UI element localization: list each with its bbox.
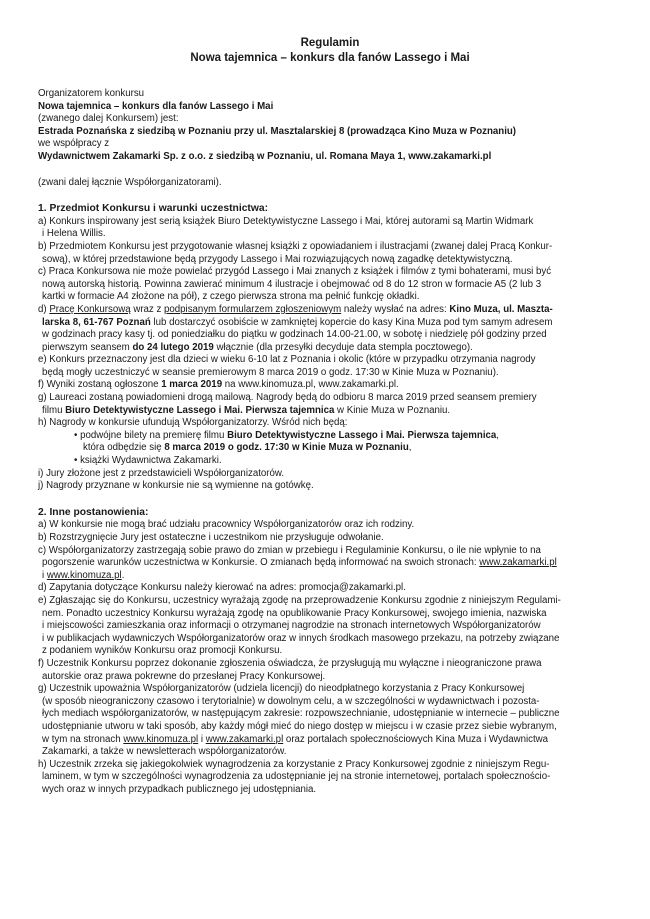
paragraph-line: c) Praca Konkursowa nie może powielać przygód Lassego i Mai znanych z książek i filmów z tymi bohaterami, musi być [38,266,552,278]
paragraph-line: b) Rozstrzygnięcie Jury jest ostateczne i uczestnikom nie przysługuje odwołanie. [38,532,384,543]
text-span: i [42,569,47,581]
paragraph-line: a) W konkursie nie mogą brać udziału pracownicy Współorganizatorów oraz ich rodziny. [38,519,415,531]
text-span: w Kinie Muza w Poznaniu. [334,404,451,416]
paragraph-line [38,317,622,330]
paragraph-line [38,570,622,583]
text-span: d) [38,303,50,315]
text-span: f) Wyniki zostaną ogłoszone [38,379,162,391]
paragraph-line [38,342,622,355]
document-page [38,36,622,796]
paragraph-line: i miejscowości zamieszkania oraz informacji o otrzymanej nagrodzie na stronach internetowych Współorganizatorów [42,620,541,632]
paragraph-line: i) Jury złożone jest z przedstawicieli Współorganizatorów. [38,467,285,479]
paragraph-line: g) Uczestnik upoważnia Współorganizatorów (udziela licencji) do nieodpłatnego korzystania z Pracy Konkursowej [38,683,525,695]
paragraph-line: wych oraz w innych przypadkach publicznego jej udostępniania. [42,783,317,795]
section-1 [38,203,622,493]
text-span: która odbędzie się [83,442,165,454]
film-title: Biuro Detektywistyczne Lassego i Mai. Pierwsza tajemnica [65,404,335,416]
paragraph-line: g) Laureaci zostaną powiadomieni drogą mailową. Nagrody będą do odbioru 8 marca 2019 przed seansem premiery [38,392,537,404]
paragraph-line: a) Konkurs inspirowany jest serią książek Biuro Detektywistyczne Lassego i Mai, której autorami są Martin Widmark [38,215,534,227]
paragraph-line: i w publikacjach wydawniczych Współorganizatorów oraz w innych środkach masowego przekazu, na potrzeby związane [42,632,560,644]
text-span: wraz z [130,303,164,315]
paragraph-line: f) Uczestnik Konkursu poprzez dokonanie zgłoszenia oświadcza, że przysługują mu wyłączne i nieograniczone prawa [38,657,542,669]
paragraph-line: Zakamarki, a także w newsletterach współorganizatorów. [42,746,287,758]
paragraph-line: i Helena Willis. [42,228,106,240]
section-heading: 2. Inne postanowienia: [38,506,149,518]
paragraph-line: autorskie oraz prawa pokrewne do przesłanej Pracy Konkursowej. [42,670,326,682]
link-zakamarki[interactable]: www.zakamarki.pl [479,557,557,569]
paragraph-line [38,405,622,418]
partner-name: Wydawnictwem Zakamarki Sp. z o.o. z siedzibą w Poznaniu, ul. Romana Maya 1, www.zakamarki.pl [38,150,492,162]
address-text: Kino Muza, ul. Maszta- [449,303,553,315]
paragraph-line: j) Nagrody przyznane w konkursie nie są wymienne na gotówkę. [38,480,314,492]
paragraph-line: kartki w formacie A4 złożone na pół), z czego pierwsza strona ma pełnić funkcję okładki. [42,291,420,303]
text-span: należy wysłać na adres: [341,303,450,315]
section-heading: 1. Przedmiot Konkursu i warunki uczestnictwa: [38,203,269,215]
text-span: w tym na stronach [42,733,124,745]
film-title: Biuro Detektywistyczne Lassego i Mai. Pierwsza tajemnica [227,429,497,441]
link-kinomuza[interactable]: www.kinomuza.pl [46,569,122,581]
text-span: • podwójne bilety na premierę filmu [74,429,228,441]
prize-bullet-continued [38,442,622,455]
results-date: 1 marca 2019 [161,379,223,391]
paragraph-line: będą mogły uczestniczyć w seansie premierowym 8 marca 2019 o godz. 17:30 w Kinie Muza w Poznaniu). [42,366,499,378]
paragraph-line: c) Współorganizatorzy zastrzegają sobie prawo do zmian w przebiegu i Regulaminie Konkursu, o ile nie wpłynie to na [38,544,541,556]
organizer-section [38,88,622,189]
link-zakamarki[interactable]: www.zakamarki.pl [205,733,284,745]
paragraph-line: udostępnianie utworu w taki sposób, aby każdy mógł mieć do niego dostęp w miejscu i w czasie przez siebie wybranym, [42,720,557,732]
text-span: włącznie (dla przesyłki decyduje data stempla pocztowego). [213,341,473,353]
text-span: filmu [42,404,66,416]
intro-line: we współpracy z [38,138,110,150]
paragraph-line [38,379,622,392]
paragraph-line: e) Konkurs przeznaczony jest dla dzieci w wieku 6-10 lat z Poznania i okolic (które w przypadku otrzymania nagrody [38,354,536,366]
paragraph-line: sową), w której przedstawione będą przygody Lassego i Mai rozwiązujących nową zagadkę detektywistyczną. [42,253,513,265]
link-kinomuza[interactable]: www.kinomuza.pl [123,733,199,745]
paragraph-line: z podaniem wyników Konkursu oraz promocji Konkursu. [42,645,283,657]
text-span: pogorszenie warunków uczestnictwa w Konkursie. O zmianach będą informować na swoich stronach: [42,557,480,569]
text-span: lub dostarczyć osobiście w zamkniętej kopercie do kasy Kina Muza pod tym samym adresem [150,316,553,328]
paragraph-line [38,734,622,747]
paragraph-line: nem. Ponadto uczestnicy Konkursu wyrażają zgodę na opublikowanie Pracy Konkursowej, swojego imienia, nazwiska [42,607,547,619]
text-span: . [121,569,125,581]
paragraph-line: h) Nagrody w konkursie ufundują Współorganizatorzy. Wśród nich będą: [38,417,348,429]
paragraph-line: łych mediach współorganizatorów, w następującym zakresie: rozpowszechnianie, udostępnianie w internecie – publiczne [42,708,560,720]
paragraph-line: h) Uczestnik zrzeka się jakiegokolwiek wynagrodzenia za korzystanie z Pracy Konkursowej zgodnie z niniejszym Regu- [38,758,550,770]
paragraph-line: b) Przedmiotem Konkursu jest przygotowanie własnej książki z opowiadaniem i ilustracjami (zwanej dalej Pracą Konkur- [38,240,553,252]
document-subtitle: Nowa tajemnica – konkurs dla fanów Lassego i Mai [190,52,470,64]
text-span: , [408,442,412,454]
address-text: larska 8, 61-767 Poznań [42,316,151,328]
intro-line: (zwanego dalej Konkursem) jest: [38,113,179,125]
section-2 [38,507,622,797]
paragraph-line: d) Zapytania dotyczące Konkursu należy kierować na adres: promocja@zakamarki.pl. [38,582,406,594]
underlined-text: podpisanym formularzem zgłoszeniowym [164,303,342,315]
text-span: na www.kinomuza.pl, www.zakamarki.pl. [222,379,399,391]
paragraph-line [38,304,622,317]
text-span: pierwszym seansem [42,341,133,353]
paragraph-line: laminem, w tym w szczególności wynagrodzenia za udostępnianie jej na stronie internetowej, portalach społecznościo- [42,771,551,783]
premiere-date: 8 marca 2019 o godz. 17:30 w Kinie Muza w Poznaniu [164,442,409,454]
paragraph-line [38,557,622,570]
document-title: Regulamin [300,37,360,49]
paragraph-line: nową autorską historią. Powinna zawierać minimum 4 ilustracje i obejmować od 8 do 12 stron w formacie A5 (2 lub 3 [42,278,542,290]
paragraph-line: (w sposób nieograniczony czasowo i terytorialnie) w dowolnym celu, a w szczególności w wydawnictwach i pozosta- [42,695,540,707]
deadline-text: do 24 lutego 2019 [132,341,214,353]
prize-bullet: • książki Wydawnictwa Zakamarki. [74,455,222,467]
intro-line: (zwani dalej łącznie Współorganizatorami). [38,176,222,188]
paragraph-line: e) Zgłaszając się do Konkursu, uczestnicy wyrażają zgodę na przeprowadzenie Konkursu zgodnie z niniejszym Regulami- [38,594,561,606]
text-span: , [496,429,499,441]
paragraph-line: w godzinach pracy kasy tj. od poniedziałku do piątku w godzinach 14.00-21.00, w sobotę i niedzielę pół godziny przed [42,329,547,341]
text-span: i [198,733,206,745]
organizer-name: Estrada Poznańska z siedzibą w Poznaniu przy ul. Masztalarskiej 8 (prowadząca Kino Muza w Poznaniu) [38,125,517,137]
prize-bullet [38,430,622,443]
text-span: oraz portalach społecznościowych Kina Muza i Wydawnictwa [283,733,549,745]
underlined-text: Pracę Konkursową [49,303,131,315]
contest-name: Nowa tajemnica – konkurs dla fanów Lassego i Mai [38,100,274,112]
intro-line: Organizatorem konkursu [38,88,145,99]
